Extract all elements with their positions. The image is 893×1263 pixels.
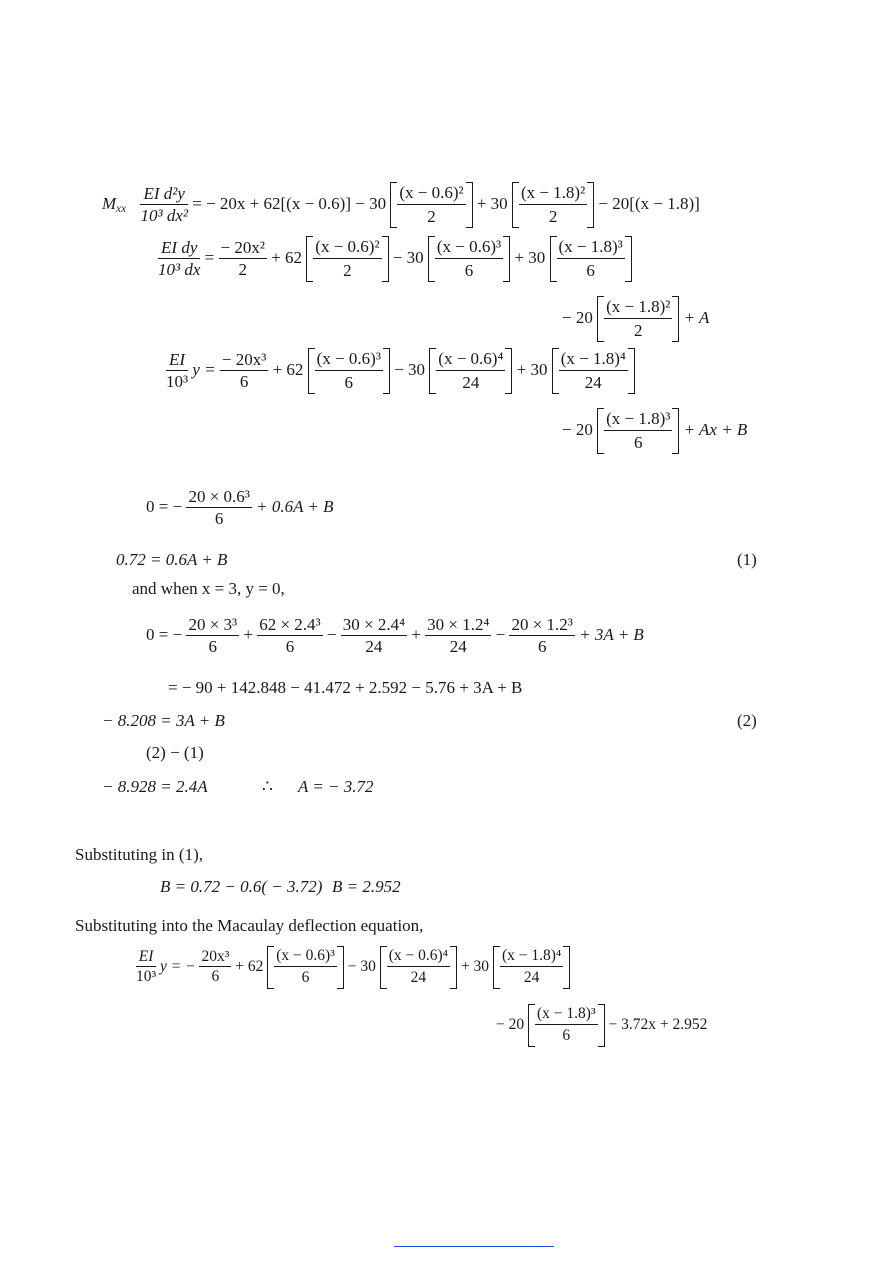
moment-bracket-1: (x − 0.6)² 2 bbox=[390, 182, 472, 228]
boundary-2-frac-1: $\frac{\text{20 × 3³}}{6}$ bbox=[188, 615, 238, 656]
boundary-1-lhs: 0 = − bbox=[146, 496, 183, 516]
moment-term-3: − 20[(x − 1.8)] bbox=[598, 193, 700, 213]
substituting-text-1: Substituting in (1), bbox=[75, 845, 203, 864]
final-deflection-equation bbox=[136, 946, 570, 989]
boundary-2-frac-3: $\frac{\text{30 × 2.4⁴}}{24}$ bbox=[342, 615, 406, 656]
equation-2: − 8.208 = 3A + B bbox=[102, 711, 225, 730]
equation-a-derivation: − 8.928 = 2.4A bbox=[102, 777, 208, 796]
slope-equation-cont bbox=[562, 296, 709, 342]
footer-link-underline[interactable] bbox=[394, 1246, 554, 1247]
equation-difference: (2) − (1) bbox=[146, 743, 204, 762]
final-bracket-e: (x − 1.8)³ 6 bbox=[528, 1004, 605, 1047]
slope-lhs-fraction: $\frac{\text{EI dy}}{\text{10³ dx}}$ bbox=[158, 238, 201, 279]
boundary-2-lhs: 0 = − bbox=[146, 624, 183, 644]
substituting-text-2: Substituting into the Macaulay deflection equation, bbox=[75, 916, 424, 935]
slope-bracket-d: (x − 1.8)³ 6 bbox=[550, 236, 632, 282]
deflection-op-b: + 62 bbox=[272, 359, 304, 379]
slope-constant-a: + A bbox=[683, 307, 710, 327]
deflection-equation-cont bbox=[562, 408, 747, 454]
b-result: B = 2.952 bbox=[332, 877, 401, 896]
slope-op-e: − 20 bbox=[562, 307, 593, 327]
moment-term-2: + 30 bbox=[476, 193, 508, 213]
condition-text: and when x = 3, y = 0, bbox=[132, 579, 285, 598]
boundary-equation-2 bbox=[146, 616, 644, 656]
deflection-equation bbox=[166, 348, 635, 394]
deflection-constants: + Ax + B bbox=[683, 419, 748, 439]
slope-op-d: + 30 bbox=[514, 247, 546, 267]
numeric-evaluation: = − 90 + 142.848 − 41.472 + 2.592 − 5.76 + 3A + B bbox=[168, 678, 523, 697]
boundary-2-op-2: + bbox=[243, 624, 253, 644]
slope-equation bbox=[158, 236, 632, 282]
boundary-2-rest: + 3A + B bbox=[579, 624, 644, 644]
final-op-c: − 30 bbox=[347, 957, 376, 975]
boundary-2-op-3: − bbox=[326, 624, 337, 644]
deflection-op-e: − 20 bbox=[562, 419, 593, 439]
final-term-a: $\frac{\text{20x³}}{6}$ bbox=[201, 948, 230, 986]
boundary-2-op-5: − bbox=[495, 624, 506, 644]
deflection-op-d: + 30 bbox=[516, 359, 548, 379]
final-lhs-fraction: $\frac{EI}{\text{10³}}$ bbox=[136, 948, 157, 986]
boundary-2-frac-2: $\frac{\text{62 × 2.4³}}{6}$ bbox=[259, 615, 321, 656]
deflection-lhs-fraction: $\frac{EI}{\text{10³}}$ bbox=[166, 350, 189, 391]
final-bracket-b: (x − 0.6)³ 6 bbox=[267, 946, 344, 989]
deflection-term-a: $\frac{\text{− 20x³}}{6}$ bbox=[221, 350, 267, 391]
deflection-bracket-b: (x − 0.6)³ 6 bbox=[308, 348, 390, 394]
deflection-op-c: − 30 bbox=[394, 359, 426, 379]
final-op-b: + 62 bbox=[235, 957, 264, 975]
equation-2-tag: (2) bbox=[737, 711, 757, 730]
boundary-2-frac-5: $\frac{\text{20 × 1.2³}}{6}$ bbox=[511, 615, 573, 656]
moment-equation bbox=[102, 182, 700, 228]
moment-bracket-2: (x − 1.8)² 2 bbox=[512, 182, 594, 228]
equation-1: 0.72 = 0.6A + B bbox=[116, 550, 228, 569]
moment-symbol: M bbox=[102, 193, 117, 213]
slope-term-a: $\frac{\text{− 20x²}}{2}$ bbox=[220, 238, 265, 279]
a-result: A = − 3.72 bbox=[298, 777, 374, 796]
moment-term-1: = − 20x + 62[(x − 0.6)] − 30 bbox=[192, 193, 387, 213]
boundary-1-fraction: $\frac{\text{20 × 0.6³}}{6}$ bbox=[188, 487, 250, 528]
slope-bracket-b: (x − 0.6)² 2 bbox=[306, 236, 388, 282]
slope-op-b: + 62 bbox=[271, 247, 303, 267]
deflection-bracket-c: (x − 0.6)⁴ 24 bbox=[429, 348, 512, 394]
deflection-bracket-d: (x − 1.8)⁴ 24 bbox=[552, 348, 635, 394]
boundary-equation-1 bbox=[146, 488, 334, 528]
therefore-symbol: ∴ bbox=[262, 777, 273, 796]
final-deflection-equation-cont bbox=[496, 1004, 707, 1047]
slope-op-c: − 30 bbox=[392, 247, 424, 267]
boundary-1-rest: + 0.6A + B bbox=[256, 496, 334, 516]
boundary-2-frac-4: $\frac{\text{30 × 1.2⁴}}{24}$ bbox=[427, 615, 490, 656]
final-lhs-var: y = − bbox=[160, 957, 196, 975]
final-op-e: − 20 bbox=[496, 1015, 525, 1033]
moment-subscript: xx bbox=[116, 202, 126, 215]
slope-bracket-e: (x − 1.8)² 2 bbox=[597, 296, 679, 342]
b-equation: B = 0.72 − 0.6( − 3.72) bbox=[160, 877, 323, 896]
final-op-d: + 30 bbox=[460, 957, 490, 975]
final-constants: − 3.72x + 2.952 bbox=[608, 1015, 708, 1033]
final-bracket-d: (x − 1.8)⁴ 24 bbox=[493, 946, 570, 989]
equation-1-tag: (1) bbox=[737, 550, 757, 569]
slope-bracket-c: (x − 0.6)³ 6 bbox=[428, 236, 510, 282]
deflection-bracket-e: (x − 1.8)³ 6 bbox=[597, 408, 679, 454]
slope-equals: = bbox=[204, 247, 215, 267]
boundary-2-op-4: + bbox=[411, 624, 421, 644]
deflection-lhs-var: y = bbox=[192, 359, 216, 379]
moment-lhs-fraction: $\frac{\text{EI d²y}}{\text{10³ dx²}}$ bbox=[140, 184, 188, 225]
final-bracket-c: (x − 0.6)⁴ 24 bbox=[380, 946, 457, 989]
